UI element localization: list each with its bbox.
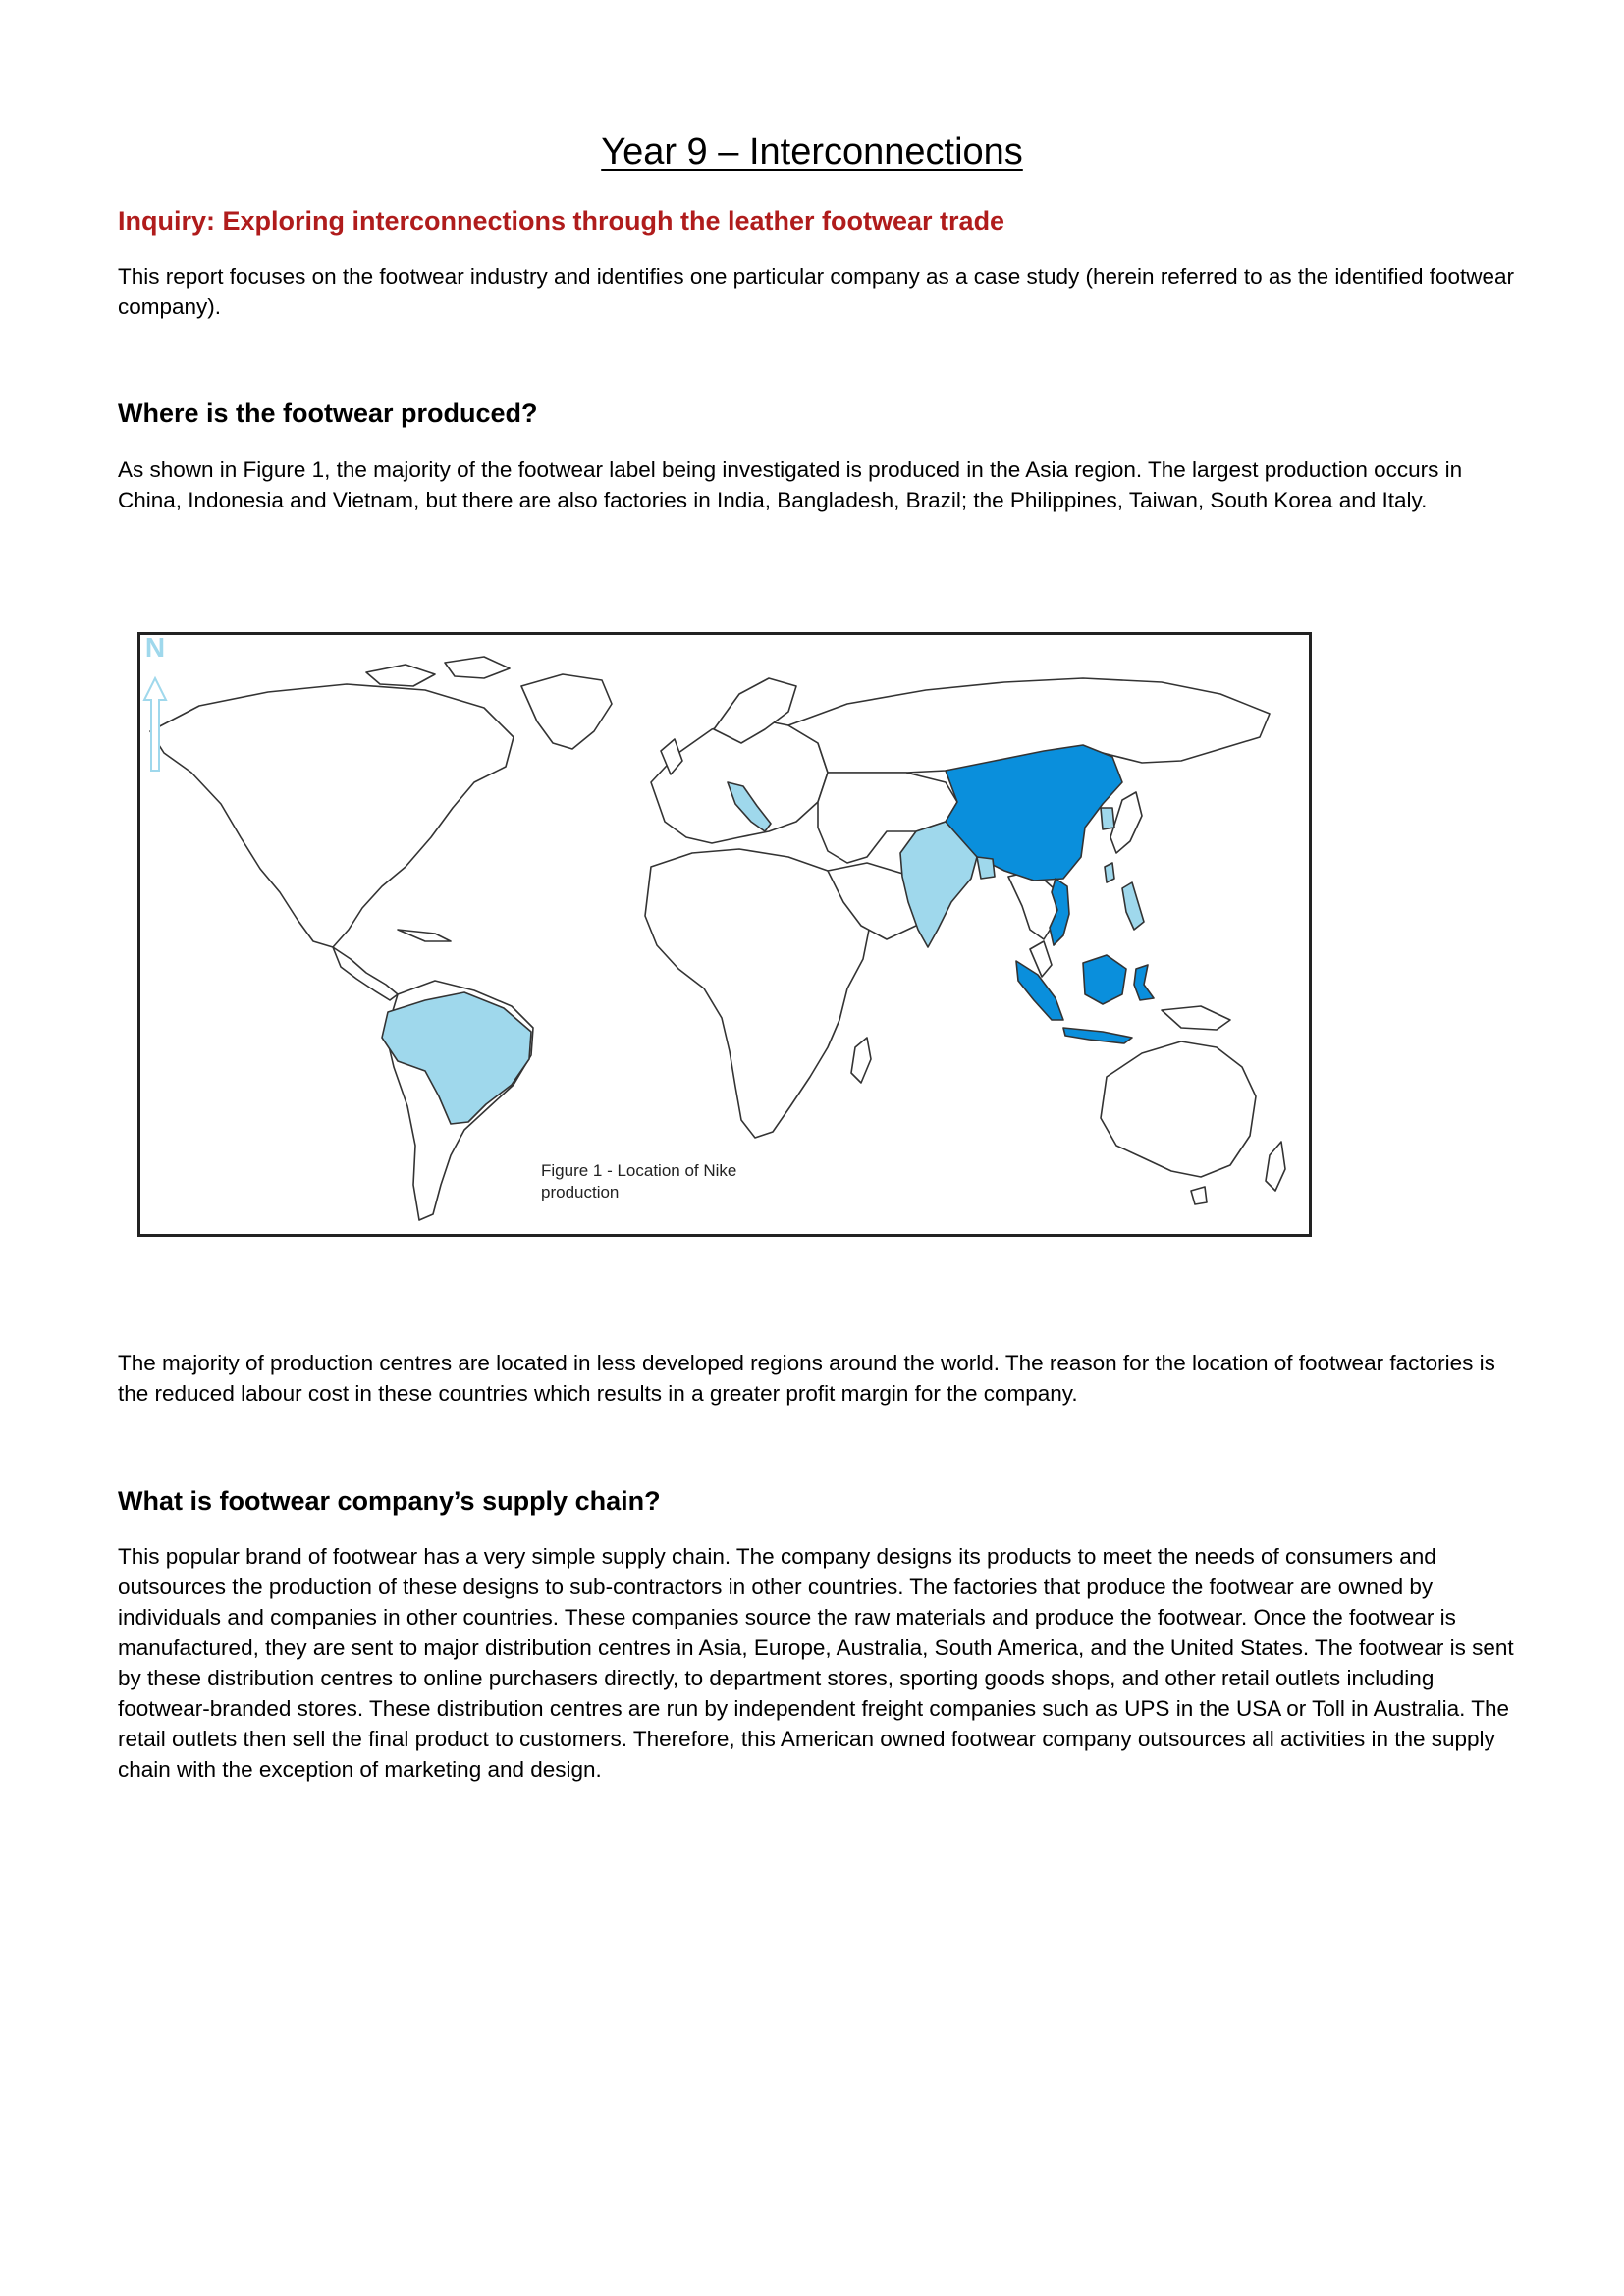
section-heading-production: Where is the footwear produced? (118, 399, 538, 428)
papua-shape (1162, 1006, 1230, 1030)
location-reason-paragraph: The majority of production centres are located in less developed regions around the world. The reason for the location of footwear factories is the reduced labour cost in these countries which results in a greater profit margin for the company. (118, 1351, 1495, 1406)
africa-shape (645, 849, 869, 1138)
arctic-islands-shape (366, 665, 435, 686)
north-label: N (144, 635, 166, 663)
inquiry-heading: Inquiry: Exploring interconnections through the leather footwear trade (118, 206, 1005, 236)
supply-chain-paragraph: This popular brand of footwear has a very simple supply chain. The company designs its products to meet the needs of consumers and outsources the production of these designs to sub-contractors in other countries. The factories that produce the footwear are owned by individuals and companies in other countries. These companies source the raw materials and produce the footwear. Once the footwear is manufactured, they are sent to major distribution centres in Asia, Europe, Australia, South America, and the United States. The footwear is sent by these distribution centres to online purchasers directly, to department stores, sporting goods shops, and other retail outlets including footwear-branded stores. These distribution centres are run by independent freight companies such as UPS in the USA or Toll in Australia. The retail outlets then sell the final product to customers. Therefore, this American owned footwear company outsources all activities in the supply chain with the exception of marketing and design. (118, 1544, 1514, 1782)
madagascar-shape (851, 1038, 871, 1083)
world-map (140, 635, 1312, 1237)
taiwan-shape (1105, 863, 1114, 882)
new-zealand-shape (1266, 1142, 1285, 1191)
tasmania-shape (1191, 1187, 1207, 1204)
intro-paragraph: This report focuses on the footwear industry and identifies one particular company as a case study (herein referred to as the identified footwear company). (118, 264, 1515, 319)
section-heading-supply-chain: What is footwear company’s supply chain? (118, 1486, 661, 1516)
indonesia-java-shape (1063, 1028, 1132, 1043)
indonesia-sulawesi-shape (1134, 965, 1154, 1000)
figure-caption: Figure 1 - Location of Nike production (541, 1161, 737, 1201)
caribbean-shape (398, 930, 451, 941)
arctic-islands-shape-2 (445, 657, 510, 678)
australia-shape (1101, 1041, 1256, 1177)
philippines-shape (1122, 882, 1144, 930)
bangladesh-shape (977, 857, 995, 879)
page-title: Year 9 – Interconnections (601, 132, 1023, 173)
north-america-shape (150, 684, 514, 947)
south-korea-shape (1101, 808, 1114, 829)
production-paragraph: As shown in Figure 1, the majority of the footwear label being investigated is produced in the Asia region. The largest production occurs in China, Indonesia and Vietnam, but there are also factories in India, Bangladesh, Brazil; the Philippines, Taiwan, South Korea and Italy. (118, 457, 1463, 512)
brazil-shape (382, 992, 531, 1124)
central-america-shape (333, 947, 398, 1000)
north-arrow-icon (140, 635, 170, 773)
japan-shape (1110, 792, 1142, 853)
indonesia-borneo-shape (1083, 955, 1126, 1004)
production-map-figure (137, 632, 1312, 1237)
greenland-shape (521, 674, 612, 749)
